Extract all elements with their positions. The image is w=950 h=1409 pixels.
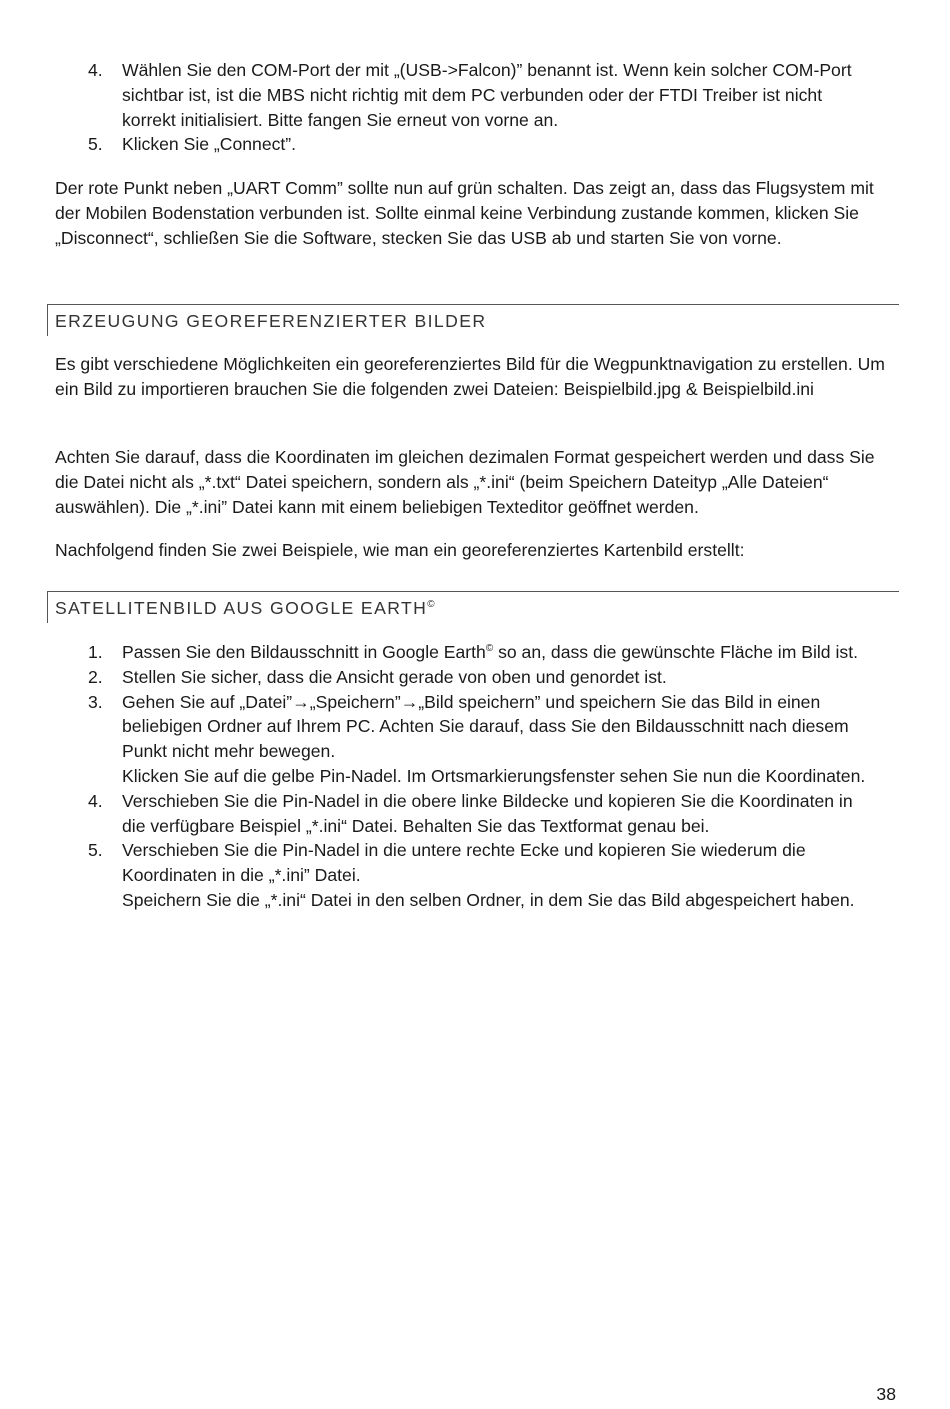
list-item	[0, 132, 870, 157]
list-item-number: 1.	[88, 642, 103, 662]
copyright-symbol: ©	[485, 643, 494, 655]
section-header	[47, 591, 899, 623]
section-title-text: SATELLITENBILD AUS GOOGLE EARTH	[55, 598, 428, 618]
list-item-text: Verschieben Sie die Pin-Nadel in die untere rechte Ecke und kopieren Sie wiederum die Koordinaten in die „*.ini” Datei.	[122, 840, 806, 886]
instruction-list-top	[0, 58, 950, 157]
list-item	[0, 58, 870, 132]
list-item	[0, 640, 870, 665]
list-item-number: 4.	[88, 790, 103, 811]
list-item	[0, 789, 870, 839]
list-item	[0, 690, 870, 789]
paragraph: Es gibt verschiedene Möglichkeiten ein georeferenziertes Bild für die Wegpunktnavigation zu erstellen. Um ein Bild zu importieren brauchen Sie die folgenden zwei Dateien: Beispielbild.jpg & Beispielbild.ini	[55, 354, 885, 399]
paragraph-uart-comm: Der rote Punkt neben „UART Comm” sollte nun auf grün schalten. Das zeigt an, dass das Flugsystem mit der Mobilen Bodenstation verbunden ist. Sollte einmal keine Verbindung zustande kommen, klicken Sie „Disconnect“, schließen Sie die Software, stecken Sie das USB ab und starten Sie von vorne.	[55, 178, 874, 248]
paragraph: Achten Sie darauf, dass die Koordinaten im gleichen dezimalen Format gespeichert werden und dass Sie die Datei nicht als „*.txt“ Datei speichern, sondern als „*.ini“ (beim Speichern Dateityp „Alle Dateien“ auswählen). Die „*.ini” Datei kann mit einem beliebigen Texteditor geöffnet werden.	[55, 447, 875, 517]
list-item-number: 5.	[88, 134, 103, 155]
list-item-text-continued: Klicken Sie auf die gelbe Pin-Nadel. Im Ortsmarkierungsfenster sehen Sie nun die Koordinaten.	[122, 765, 866, 786]
list-item-text-continued: Speichern Sie die „*.ini“ Datei in den selben Ordner, in dem Sie das Bild abgespeichert haben.	[122, 889, 855, 910]
section-header	[47, 304, 899, 336]
list-item-text: Verschieben Sie die Pin-Nadel in die obere linke Bildecke und kopieren Sie die Koordinaten in die verfügbare Beispiel „*.ini“ Datei. Behalten Sie das Textformat genau bei.	[122, 790, 853, 836]
paragraph: Nachfolgend finden Sie zwei Beispiele, wie man ein georeferenziertes Kartenbild erstellt:	[55, 540, 745, 560]
page-number: 38	[876, 1384, 896, 1404]
section-title	[55, 596, 435, 621]
instruction-list-google-earth	[0, 640, 950, 913]
list-item-number: 5.	[88, 840, 103, 861]
list-item-text: Wählen Sie den COM-Port der mit „(USB->Falcon)” benannt ist. Wenn kein solcher COM-Port sichtbar ist, ist die MBS nicht richtig mit dem PC verbunden oder der FTDI Treiber ist nicht korrekt initialisiert. Bitte fangen Sie erneut von vorne an.	[122, 60, 852, 130]
list-item-text: Stellen Sie sicher, dass die Ansicht gerade von oben und genordet ist.	[122, 666, 667, 687]
list-item-text: Klicken Sie „Connect”.	[122, 134, 297, 155]
list-item-text-part: Passen Sie den Bildausschnitt in Google Earth	[122, 642, 486, 662]
list-item-text-part: so an, dass die gewünschte Fläche im Bild ist.	[493, 642, 858, 662]
list-item	[0, 665, 870, 690]
copyright-symbol: ©	[427, 599, 435, 611]
list-item-number: 4.	[88, 60, 103, 80]
list-item-number: 2.	[88, 666, 103, 687]
list-item-number: 3.	[88, 691, 103, 712]
list-item-text: Gehen Sie auf „Datei”→„Speichern”→„Bild speichern” und speichern Sie das Bild in einen beliebigen Ordner auf Ihrem PC. Achten Sie darauf, dass Sie den Bildausschnitt nach diesem Punkt nicht mehr bewegen.	[122, 691, 849, 762]
list-item-text	[122, 642, 858, 662]
list-item	[0, 838, 870, 912]
section-title: ERZEUGUNG GEOREFERENZIERTER BILDER	[55, 311, 487, 331]
